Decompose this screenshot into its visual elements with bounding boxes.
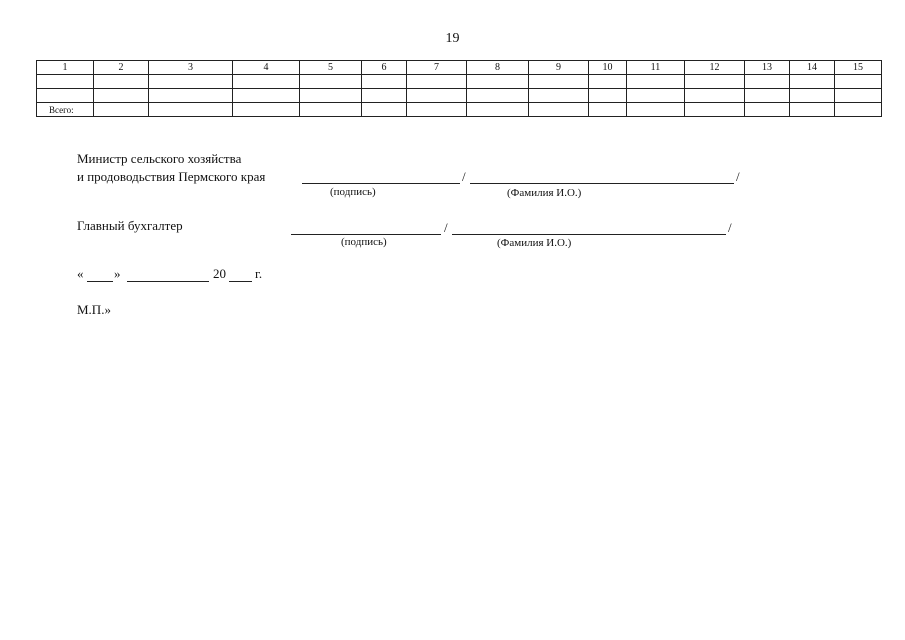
accountant-signature-caption: (подпись) (341, 236, 387, 248)
column-header: 2 (94, 61, 149, 75)
table-row (37, 75, 882, 89)
column-header: 14 (790, 61, 835, 75)
date-year-suffix: г. (255, 266, 263, 281)
data-table (36, 60, 882, 117)
accountant-title: Главный бухгалтер (77, 218, 183, 233)
column-header: 12 (685, 61, 745, 75)
minister-title-line2: и продоводьствия Пермского края (77, 169, 266, 184)
column-header: 8 (467, 61, 529, 75)
page-number: 19 (445, 31, 460, 46)
date-close-quote: » (114, 266, 121, 281)
column-header: 1 (37, 61, 94, 75)
date-year-line (229, 281, 252, 282)
column-header: 9 (529, 61, 589, 75)
total-label: Всего: (37, 103, 94, 117)
column-header: 10 (589, 61, 627, 75)
column-header: 5 (300, 61, 362, 75)
column-header: 13 (745, 61, 790, 75)
column-header: 11 (627, 61, 685, 75)
column-header: 6 (362, 61, 407, 75)
minister-title-line1: Министр сельского хозяйства (77, 151, 242, 166)
date-day-line (87, 281, 113, 282)
accountant-separator-end: / (728, 220, 732, 235)
minister-signature-caption: (подпись) (330, 186, 376, 198)
table-total-row (37, 103, 882, 117)
table-row (37, 89, 882, 103)
date-open-quote: « (77, 266, 84, 281)
accountant-name-line (452, 234, 726, 235)
table-header-row (37, 61, 882, 75)
minister-separator-end: / (736, 169, 740, 184)
accountant-separator: / (444, 220, 448, 235)
minister-name-line (470, 183, 734, 184)
column-header: 15 (835, 61, 882, 75)
column-header: 4 (233, 61, 300, 75)
column-header: 7 (407, 61, 467, 75)
minister-name-caption: (Фамилия И.О.) (507, 187, 582, 199)
accountant-name-caption: (Фамилия И.О.) (497, 237, 572, 249)
stamp-label: М.П.» (77, 302, 111, 317)
minister-signature-line (302, 183, 460, 184)
minister-separator: / (462, 169, 466, 184)
accountant-signature-line (291, 234, 441, 235)
date-month-line (127, 281, 209, 282)
column-header: 3 (149, 61, 233, 75)
date-year-prefix: 20 (213, 266, 226, 281)
